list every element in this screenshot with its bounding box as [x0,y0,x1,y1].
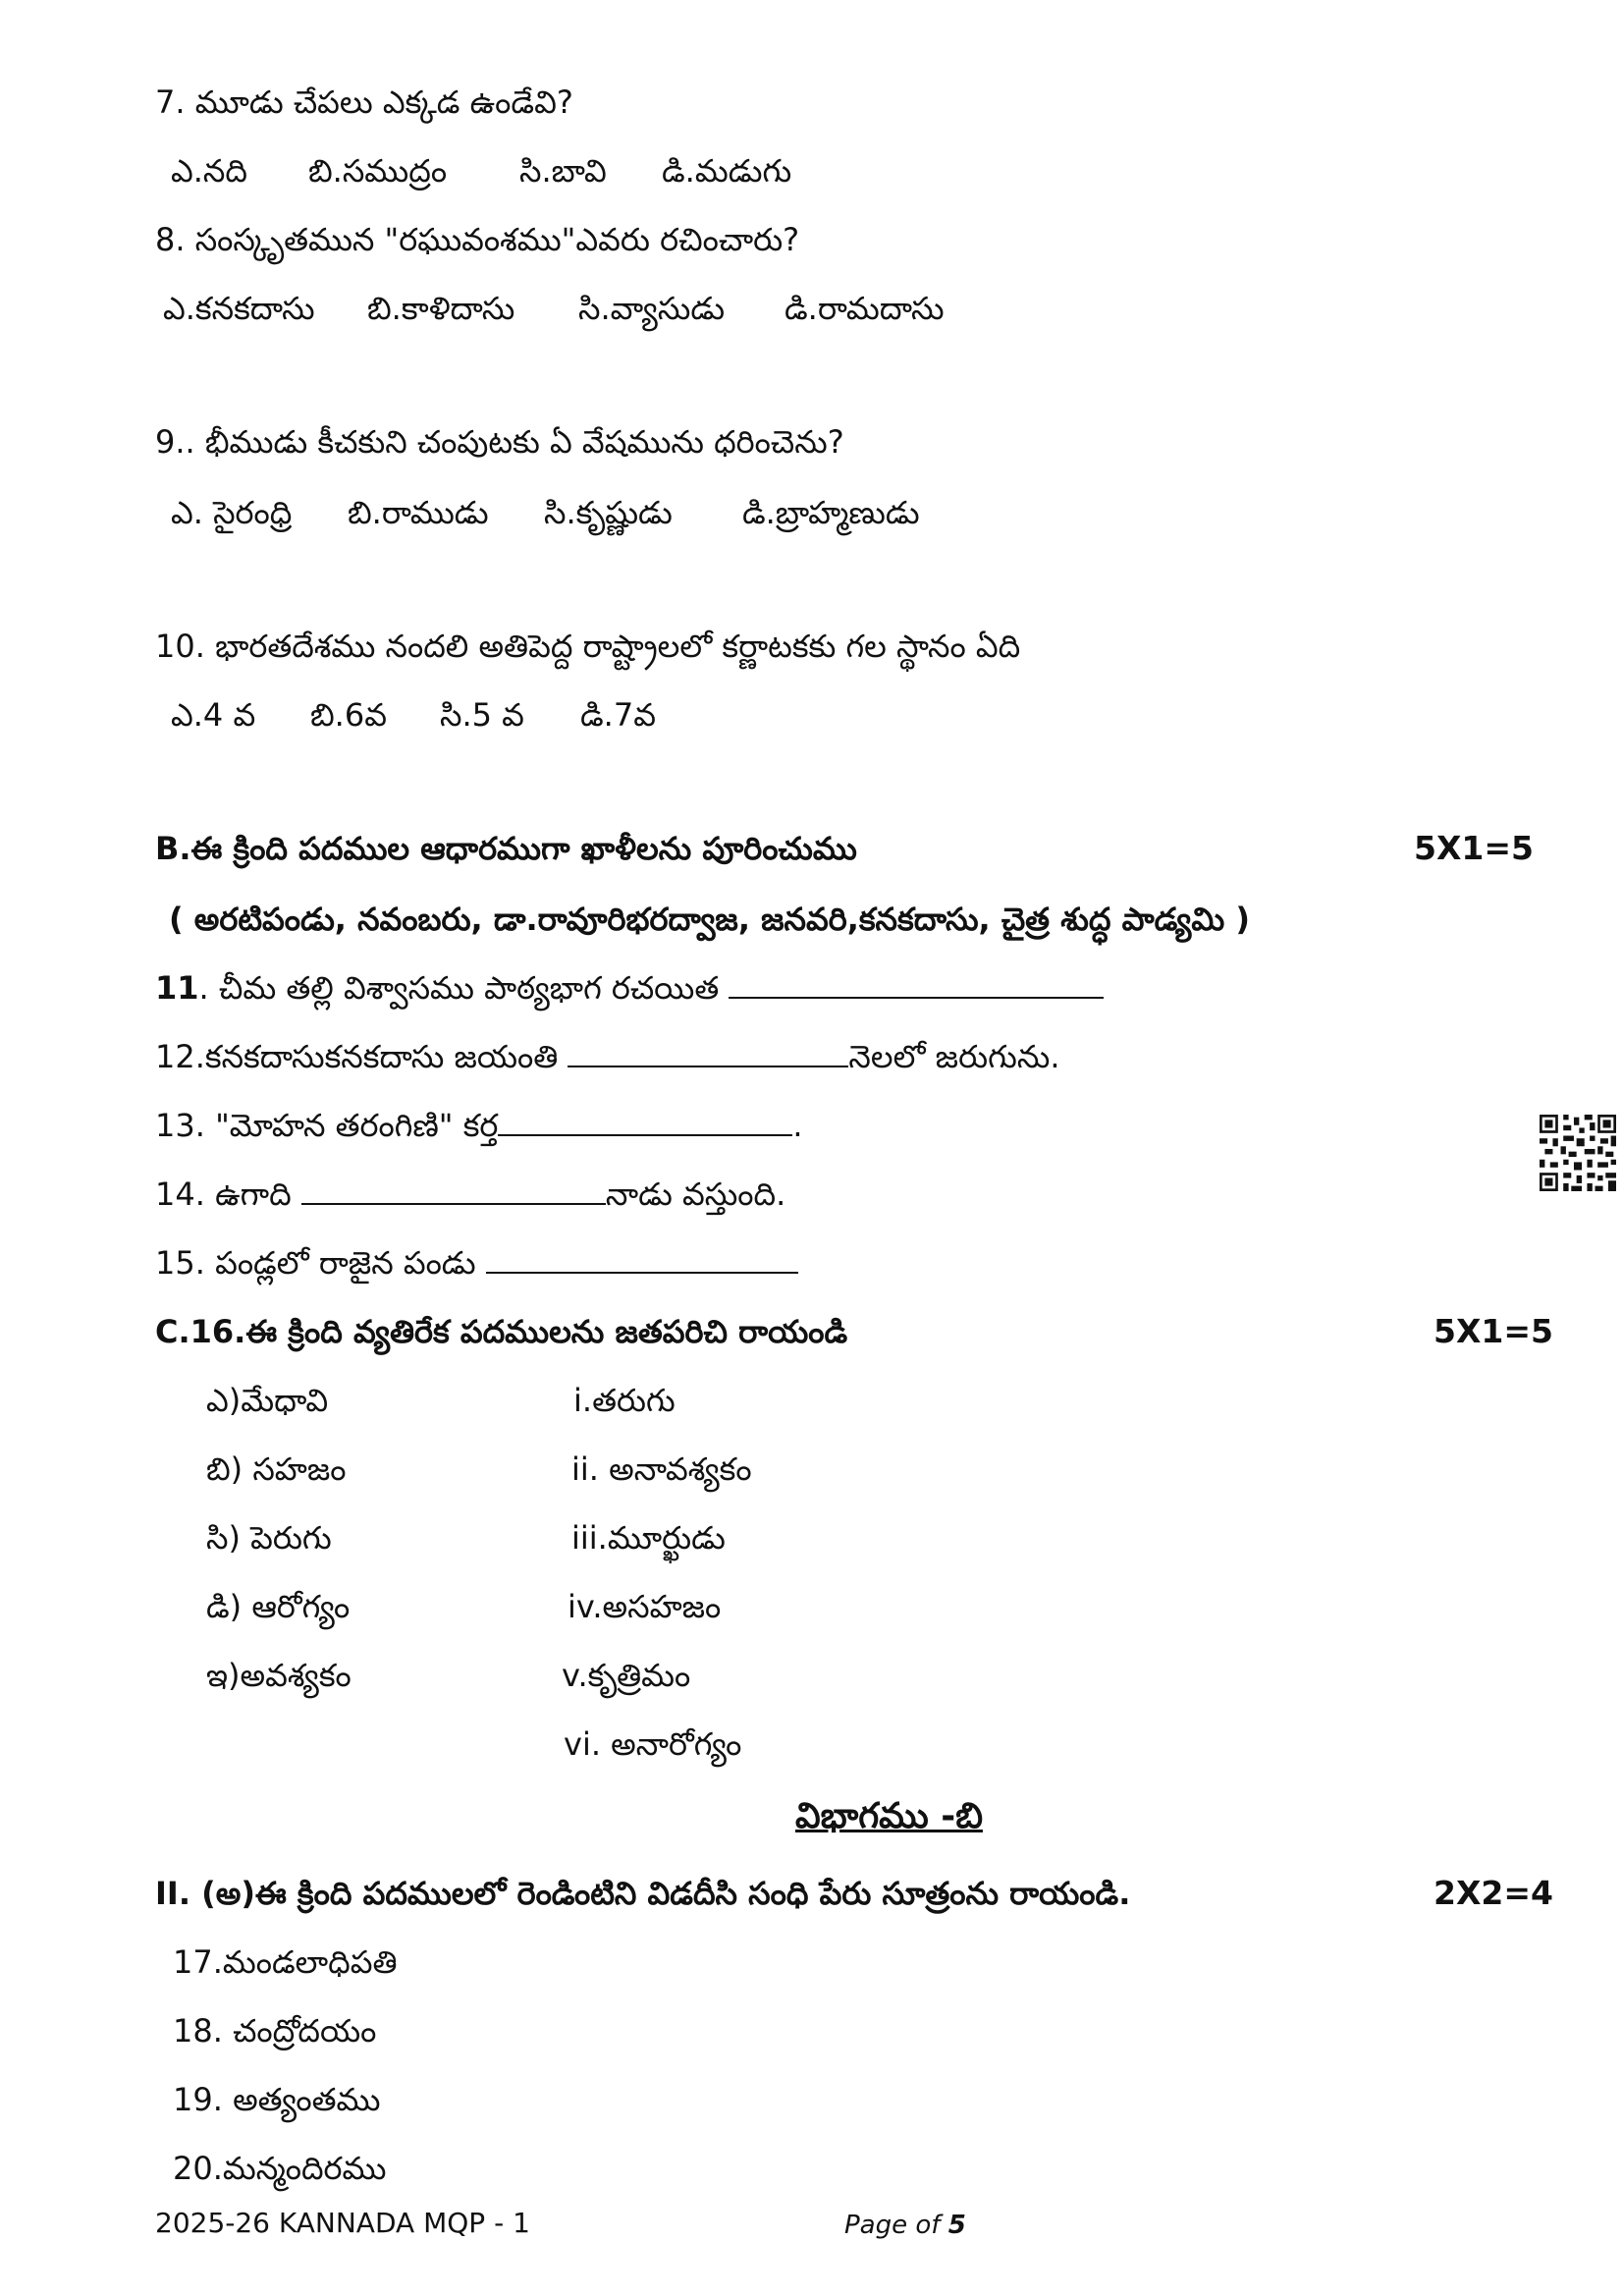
match-right-item: iii.మూర్ఖుడు [571,1519,726,1557]
match-right-item: v.కృత్రిమం [562,1657,691,1694]
option: డి.7వ [580,696,656,734]
option: సి.బావి [519,152,607,190]
option: బి.సముద్రం [308,152,448,190]
question-7: 7. మూడు చేపలు ఎక్కడ ఉండేవి? [155,83,573,121]
option: బి.6వ [310,696,387,734]
match-left-item: డి) ఆరోగ్యం [206,1588,351,1625]
question-13-suffix: . [792,1107,803,1144]
match-left-item: సి) పెరుగు [206,1519,332,1557]
part-b-heading: విభాగము -బి [795,1796,983,1836]
match-left-item: బి) సహజం [206,1450,347,1488]
sandhi-item: 18. చంద్రోదయం [173,2012,377,2050]
sandhi-item: 20.మన్మందిరము [173,2150,387,2187]
question-11-text: . చీమ తల్లి విశ్వాసము పాఠ్యభాగ రచయిత [198,969,720,1007]
question-11-number: 11 [155,969,199,1007]
match-left-item: ఇ)అవశ్యకం [206,1657,352,1694]
sandhi-item: 19. అత్యంతము [173,2081,381,2118]
section-c-title: C.16.ఈ క్రింది వ్యతిరేక పదములను జతపరిచి రాయండి [155,1313,848,1350]
question-15-text: 15. పండ్లలో రాజైన పండు [155,1244,476,1282]
question-15 [155,1241,798,1285]
answer-blank[interactable] [498,1105,792,1136]
option: బి.రాముడు [348,494,489,531]
question-12-suffix: నెలలో జరుగును. [848,1038,1060,1075]
qr-code-icon [1540,1115,1616,1191]
page-label: Page of [844,2211,948,2240]
option: సి.కృష్ణుడు [544,494,673,531]
answer-blank[interactable] [729,967,1104,999]
section-b-title: B.ఈ క్రింది పదముల ఆధారముగా ఖాళీలను పూరించుము [155,830,857,867]
question-14 [155,1173,785,1216]
question-8: 8. సంస్కృతమున "రఘువంశము"ఎవరు రచించారు? [155,221,800,258]
question-12 [155,1035,1060,1078]
option: డి.రామదాసు [784,290,945,327]
option: సి.5 వ [440,696,524,734]
footer-page-number [844,2208,966,2243]
match-left-item: ఎ)మేధావి [206,1382,329,1419]
question-9-options [171,491,920,534]
question-9: 9.. భీముడు కీచకుని చంపుటకు ఏ వేషమును ధరించెను? [155,423,844,461]
option: బి.కాళిదాసు [367,290,515,327]
option: ఎ.4 వ [171,696,256,734]
match-right-item: ii. అనావశ్యకం [571,1450,752,1488]
question-11 [155,966,1104,1010]
part-b-title: II. (అ)ఈ క్రింది పదములలో రెండింటిని విడదీసి సంధి పేరు సూత్రంను రాయండి. [155,1875,1131,1912]
question-8-options [163,287,945,330]
question-13 [155,1104,803,1147]
page-total: 5 [947,2211,966,2240]
match-right-item: iv.అసహజం [568,1588,722,1625]
match-right-item: i.తరుగు [573,1382,676,1419]
match-right-item: vi. అనారోగ్యం [564,1725,742,1763]
footer-paper-code: 2025-26 KANNADA MQP - 1 [155,2207,530,2239]
option: సి.వ్యాసుడు [578,290,726,327]
question-14-suffix: నాడు వస్తుంది. [605,1175,786,1213]
part-b-marks: 2X2=4 [1434,1874,1553,1912]
section-c-marks: 5X1=5 [1434,1312,1553,1350]
option: ఎ.నది [171,152,247,190]
option: ఎ.కనకదాసు [163,290,315,327]
section-b-marks: 5X1=5 [1414,829,1534,867]
option: డి.బ్రాహ్మణుడు [742,494,920,531]
question-10-options [171,693,656,737]
option: ఎ. సైరంధ్రి [171,494,293,531]
question-10: 10. భారతదేశము నందలి అతిపెద్ద రాష్ట్రాలలో కర్ణాటకకు గల స్థానం ఏది [155,628,1021,665]
option: డి.మడుగు [662,152,792,190]
question-7-options [171,149,791,192]
answer-blank[interactable] [486,1242,798,1274]
question-12-text: 12.కనకదాసుకనకదాసు జయంతి [155,1038,559,1075]
question-13-text: 13. "మోహన తరంగిణి" కర్త [155,1107,499,1144]
sandhi-item: 17.మండలాధిపతి [173,1943,398,1981]
section-b-word-bank: ( అరటిపండు, నవంబరు, డా.రావూరిభరద్వాజ, జనవరి,కనకదాసు, చైత్ర శుద్ధ పాడ్యమి ) [169,901,1250,938]
question-14-text: 14. ఉగాది [155,1175,292,1213]
answer-blank[interactable] [301,1174,606,1205]
answer-blank[interactable] [568,1036,848,1067]
